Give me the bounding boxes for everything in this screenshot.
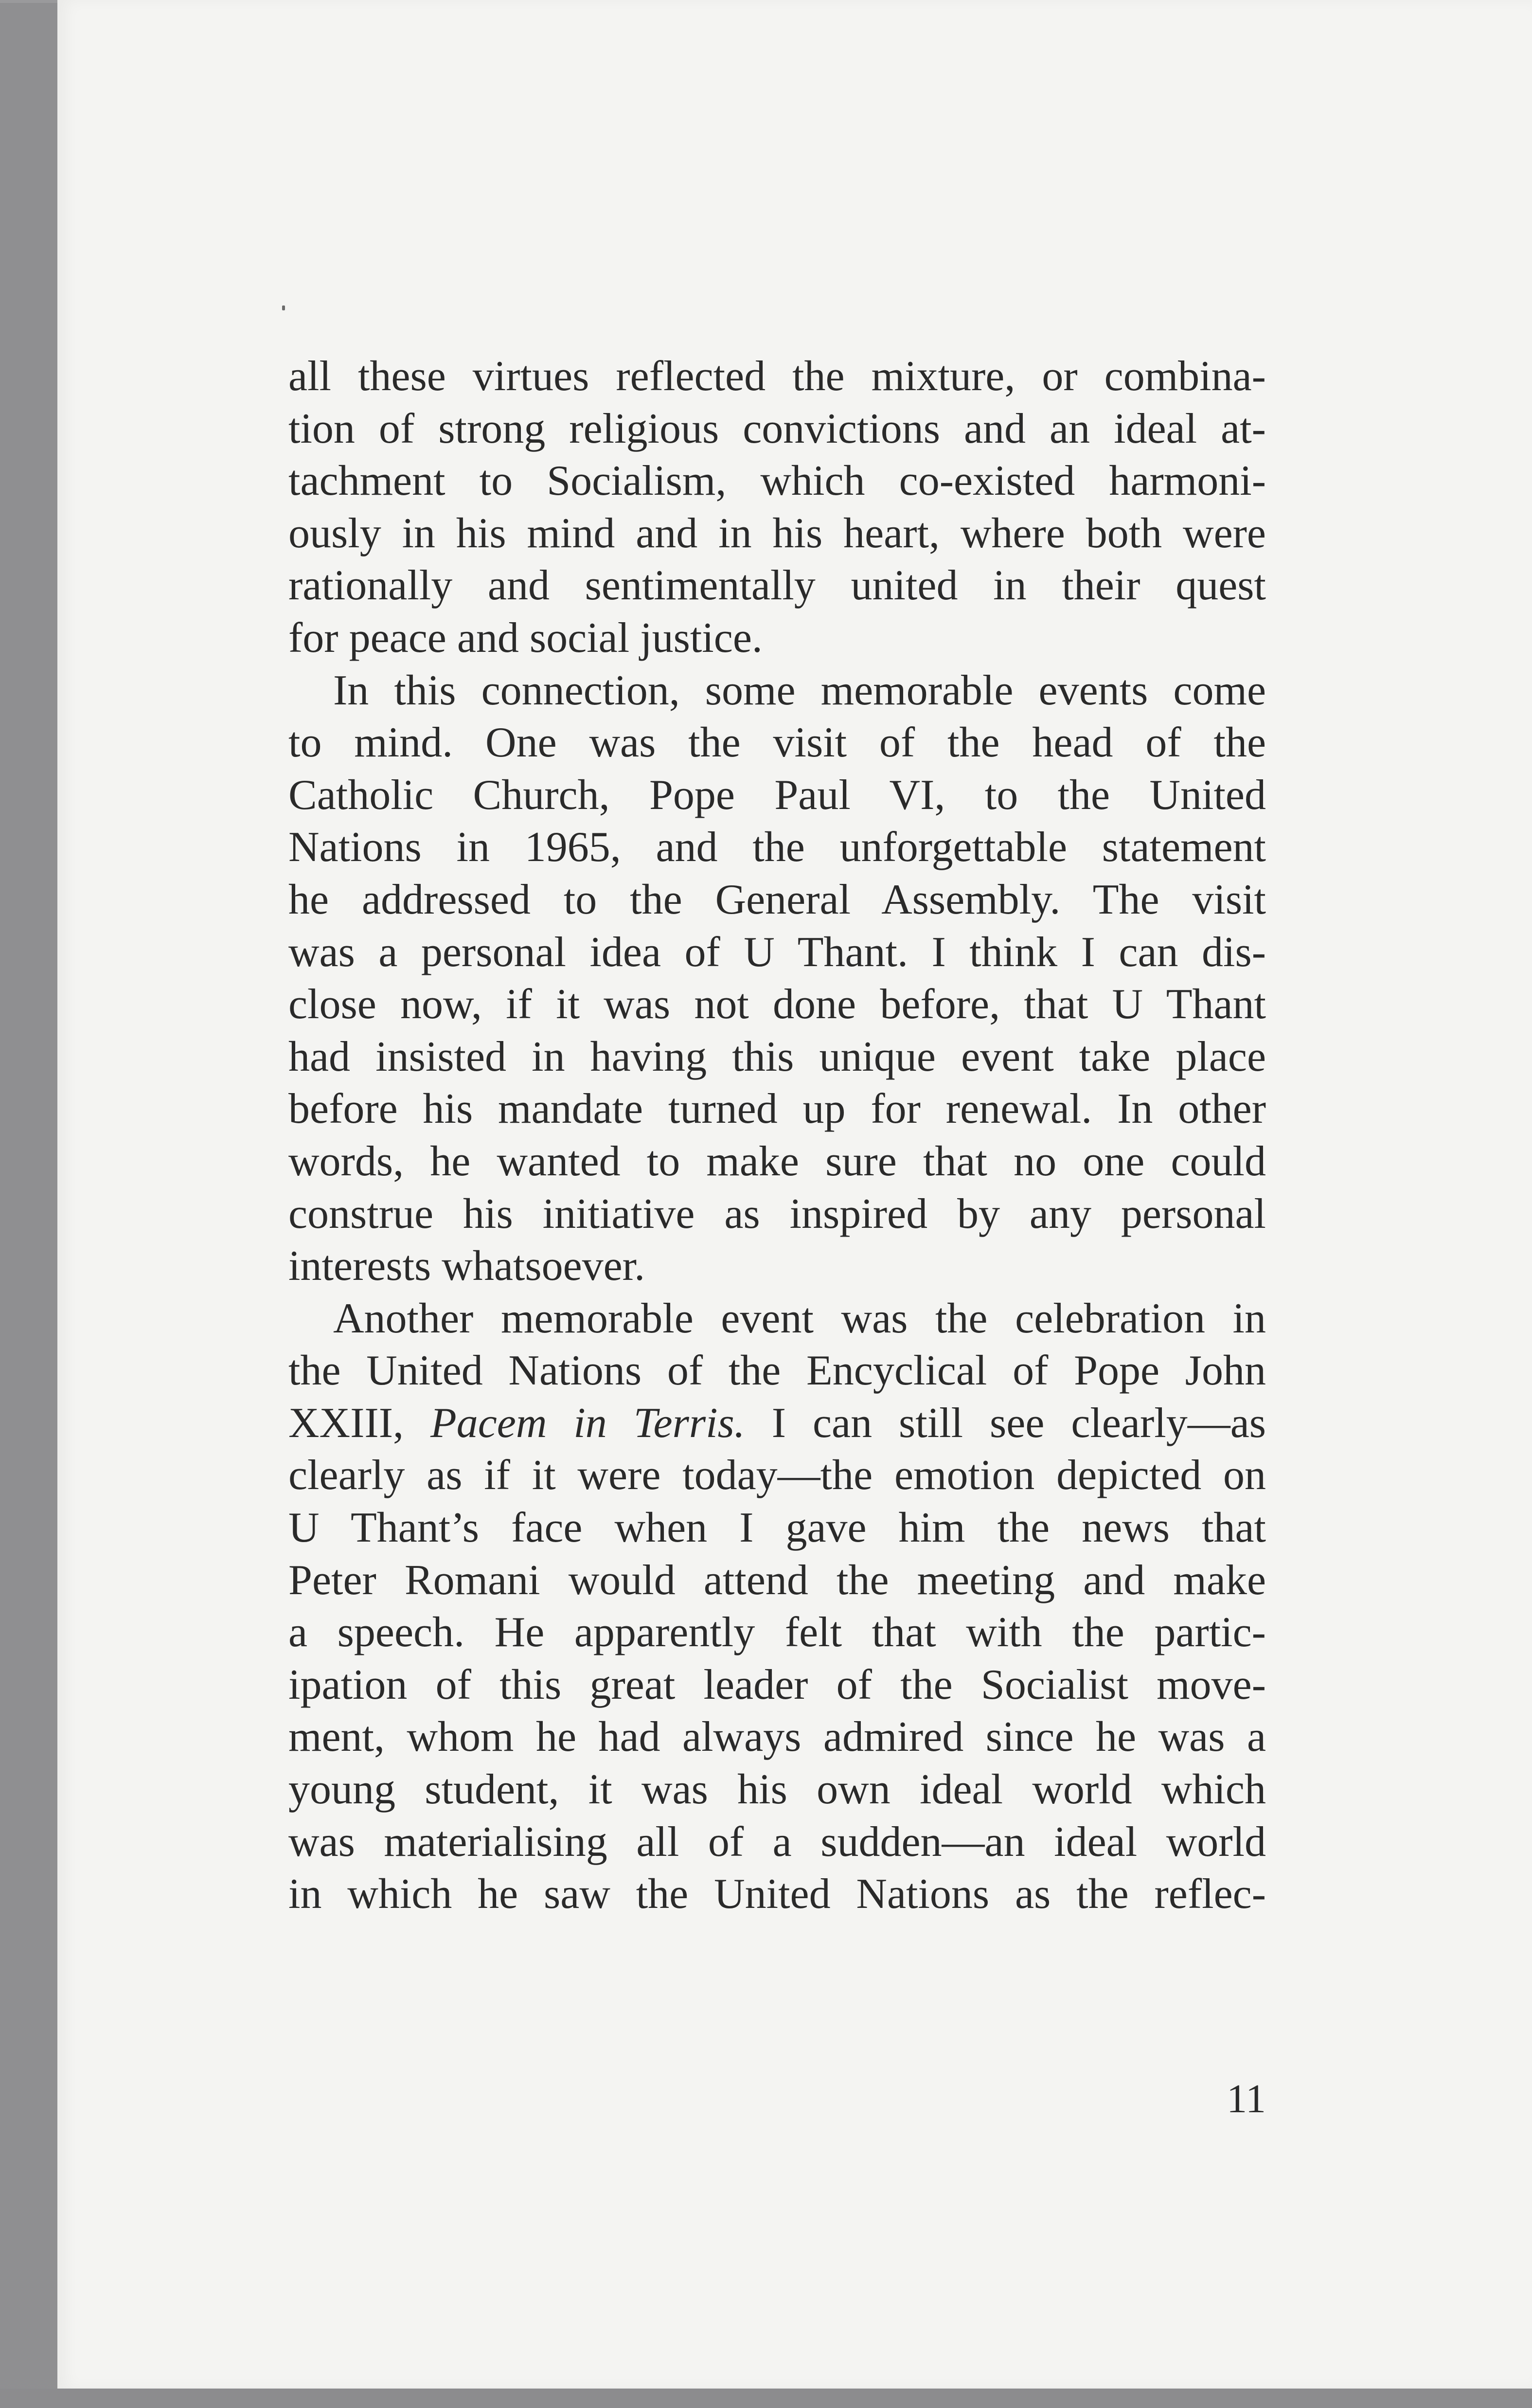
text-line: young student, it was his own ideal world which: [288, 1766, 1266, 1814]
text-line: all these virtues reflected the mixture, or combina-: [288, 353, 1266, 400]
text-line: ipation of this great leader of the Socialist move-: [288, 1661, 1266, 1708]
text-line: Peter Romani would attend the meeting and make: [288, 1556, 1266, 1604]
text-line: interests whatsoever.: [288, 1242, 645, 1290]
line-segment: XXIII,: [288, 1399, 430, 1447]
text-line: the United Nations of the Encyclical of Pope John: [288, 1347, 1266, 1395]
text-line: U Thant’s face when I gave him the news that: [288, 1504, 1266, 1552]
text-line: to mind. One was the visit of the head of the: [288, 719, 1266, 767]
text-line: was materialising all of a sudden—an ideal world: [288, 1818, 1266, 1866]
text-line: in which he saw the United Nations as the reflec-: [288, 1870, 1266, 1918]
text-line: he addressed to the General Assembly. The visit: [288, 876, 1266, 923]
text-line: ment, whom he had always admired since he was a: [288, 1713, 1266, 1761]
text-line: construe his initiative as inspired by any personal: [288, 1190, 1266, 1238]
text-line: tion of strong religious convictions and an ideal at-: [288, 405, 1266, 452]
body-text: [288, 350, 1266, 1921]
text-line: tachment to Socialism, which co-existed harmoni-: [288, 457, 1266, 505]
text-line: for peace and social justice.: [288, 614, 763, 662]
text-line: close now, if it was not done before, that U Thant: [288, 981, 1266, 1028]
text-line: Catholic Church, Pope Paul VI, to the United: [288, 771, 1266, 819]
line-segment: I can still see clearly—as: [745, 1399, 1266, 1447]
scan-border-bottom: [0, 2389, 1532, 2408]
text-line: Nations in 1965, and the unforgettable statement: [288, 824, 1266, 871]
paper-speck: [282, 305, 285, 310]
text-line: a speech. He apparently felt that with the partic-: [288, 1609, 1266, 1656]
encyclical-title: Pacem in Terris.: [430, 1399, 745, 1447]
text-line: In this connection, some memorable events come: [333, 666, 1266, 714]
text-line: before his mandate turned up for renewal. In other: [288, 1085, 1266, 1133]
page-number: 11: [1227, 2076, 1266, 2121]
text-line: was a personal idea of U Thant. I think I can dis-: [288, 928, 1266, 976]
text-line: Another memorable event was the celebration in: [333, 1294, 1266, 1342]
text-line: ously in his mind and in his heart, where both were: [288, 509, 1266, 557]
text-line: words, he wanted to make sure that no one could: [288, 1137, 1266, 1185]
text-line: clearly as if it were today—the emotion depicted on: [288, 1452, 1266, 1499]
text-line: rationally and sentimentally united in their quest: [288, 562, 1266, 610]
text-line: had insisted in having this unique event take place: [288, 1033, 1266, 1080]
text-line-with-italic-title: [288, 1397, 1266, 1450]
